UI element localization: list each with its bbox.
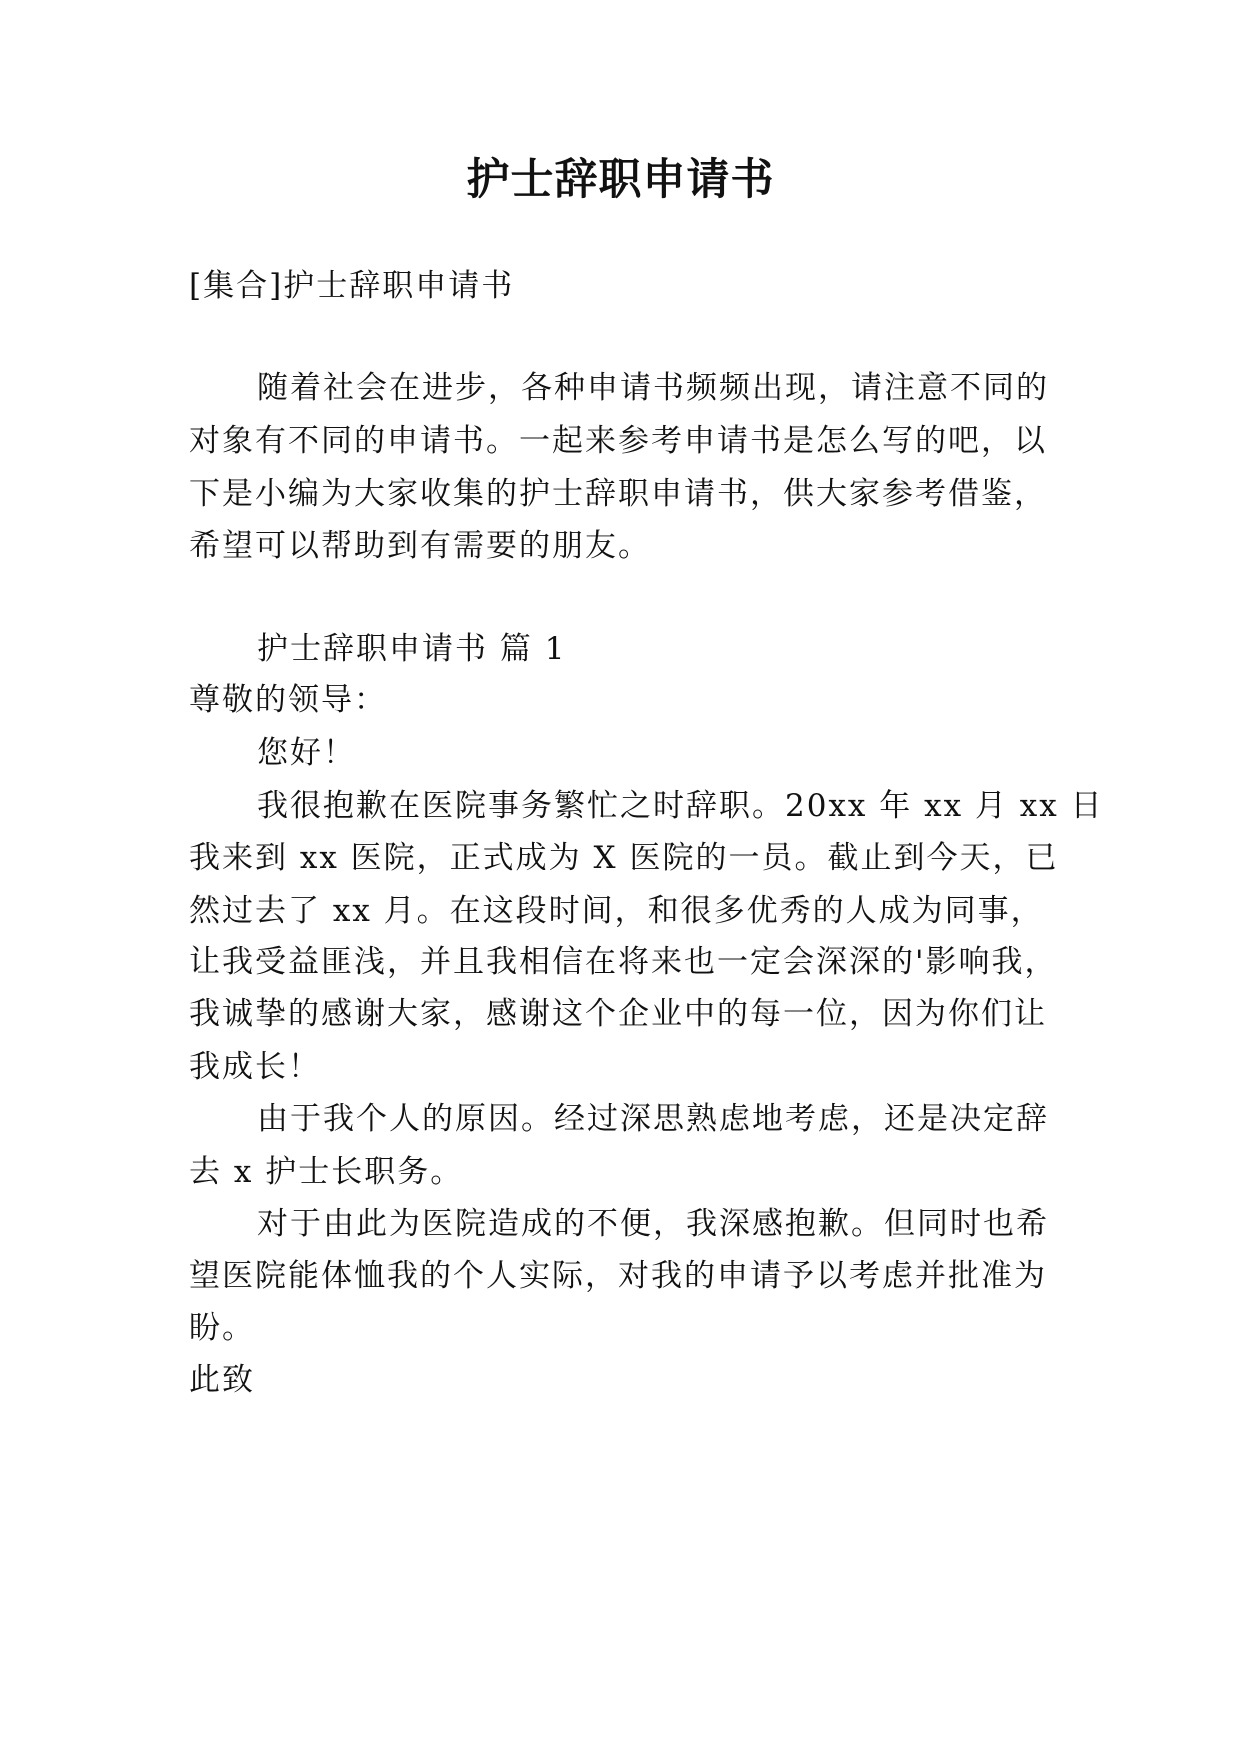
intro-line: 随着社会在进步，各种申请书频频出现，请注意不同的: [257, 370, 1049, 406]
body-line: 去 x 护士长职务。: [189, 1154, 464, 1190]
document-subtitle: [集合]护士辞职申请书: [189, 268, 515, 304]
body-line: 我很抱歉在医院事务繁忙之时辞职。20xx 年 xx 月 xx 日: [257, 788, 1104, 824]
salutation: 尊敬的领导：: [189, 682, 387, 718]
body-line: 盼。: [189, 1310, 255, 1346]
body-line: 望医院能体恤我的个人实际，对我的申请予以考虑并批准为: [189, 1258, 1047, 1294]
intro-line: 下是小编为大家收集的护士辞职申请书，供大家参考借鉴，: [189, 476, 1047, 512]
section-heading: 护士辞职申请书 篇 1: [257, 631, 567, 667]
body-line: 由于我个人的原因。经过深思熟虑地考虑，还是决定辞: [257, 1101, 1049, 1137]
greeting: 您好！: [257, 735, 356, 771]
intro-line: 希望可以帮助到有需要的朋友。: [189, 528, 651, 564]
body-line: 然过去了 xx 月。在这段时间，和很多优秀的人成为同事，: [189, 893, 1044, 929]
body-line: 我诚挚的感谢大家，感谢这个企业中的每一位，因为你们让: [189, 996, 1047, 1032]
body-line: 对于由此为医院造成的不便，我深感抱歉。但同时也希: [257, 1206, 1049, 1242]
closing: 此致: [189, 1362, 255, 1398]
body-line: 我来到 xx 医院，正式成为 X 医院的一员。截止到今天，已: [189, 840, 1059, 876]
body-line: 我成长！: [189, 1049, 321, 1085]
document-title: 护士辞职申请书: [466, 155, 775, 205]
body-line: 让我受益匪浅，并且我相信在将来也一定会深深的'影响我，: [189, 944, 1058, 980]
intro-line: 对象有不同的申请书。一起来参考申请书是怎么写的吧，以: [189, 423, 1047, 459]
